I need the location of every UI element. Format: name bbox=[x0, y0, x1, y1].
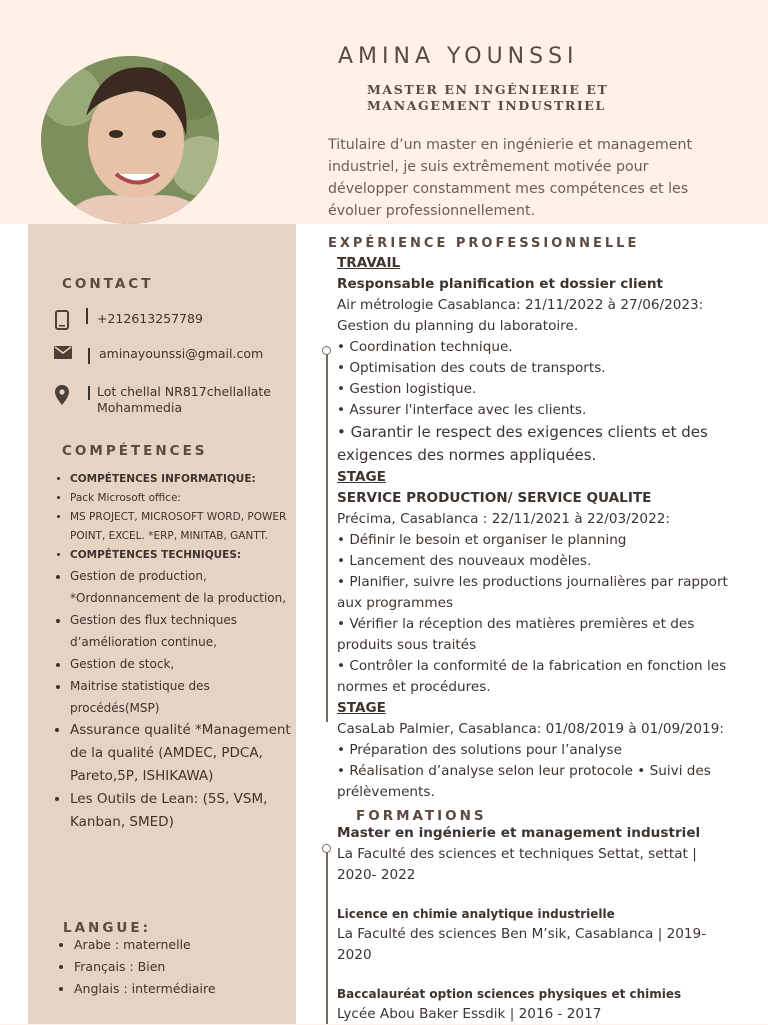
language-item: • Anglais : intermédiaire bbox=[74, 978, 290, 1000]
job-task: • Préparation des solutions pour l’analyse bbox=[337, 742, 622, 758]
address-line2: Mohammedia bbox=[97, 400, 183, 415]
candidate-title-line2: MANAGEMENT INDUSTRIEL bbox=[367, 98, 606, 113]
job-company: Air métrologie Casablanca: 21/11/2022 à 27/06/2023: bbox=[337, 297, 704, 313]
job-task: • Garantir le respect des exigences clients et des exigences des normes appliquées. bbox=[337, 423, 708, 464]
skill-item: • Assurance qualité *Management de la qualité (AMDEC, PDCA, Pareto,5P, ISHIKAWA) bbox=[70, 719, 292, 788]
language-item: • Français : Bien bbox=[74, 956, 290, 978]
mail-icon bbox=[54, 346, 72, 359]
education-list bbox=[337, 823, 737, 1025]
education-degree: Licence en chimie analytique industrielle bbox=[337, 907, 615, 921]
education-title: FORMATIONS bbox=[356, 808, 487, 824]
job-task: • Réalisation d’analyse selon leur protocole • Suivi des prélèvements. bbox=[337, 763, 711, 800]
skills-list bbox=[56, 470, 292, 834]
skill-item: • Gestion des flux techniques d’amélioration continue, bbox=[70, 609, 292, 653]
skill-item: • Les Outils de Lean: (5S, VSM, Kanban, SMED) bbox=[70, 788, 292, 834]
job-task: • Vérifier la réception des matières premières et des produits sous traités bbox=[337, 616, 695, 653]
skill-group-tech: • COMPÉTENCES TECHNIQUES: bbox=[70, 546, 292, 565]
education-degree: Baccalauréat option sciences physiques et chimies bbox=[337, 987, 682, 1001]
job-task: • Coordination technique. bbox=[337, 339, 513, 355]
job-company: Précima, Casablanca : 22/11/2021 à 22/03/2022: bbox=[337, 511, 670, 527]
job-task: • Contrôler la conformité de la fabrication en fonction les normes et procédures. bbox=[337, 658, 727, 695]
job-task: Gestion du planning du laboratoire. bbox=[337, 318, 579, 334]
skill-item: • Gestion de production, *Ordonnancement de la production, bbox=[70, 565, 292, 609]
job-task: • Lancement des nouveaux modèles. bbox=[337, 553, 592, 569]
skills-title: COMPÉTENCES bbox=[62, 443, 208, 459]
skill-group-it: • COMPÉTENCES INFORMATIQUE: bbox=[70, 470, 292, 489]
languages-list bbox=[60, 934, 290, 1000]
experience-list bbox=[337, 253, 737, 803]
profile-photo-image bbox=[41, 56, 219, 224]
experience-timeline bbox=[326, 350, 328, 722]
job-role: Responsable planification et dossier client bbox=[337, 276, 664, 292]
location-pin-icon bbox=[55, 385, 69, 405]
job-task: • Gestion logistique. bbox=[337, 381, 477, 397]
candidate-name: AMINA YOUNSSI bbox=[338, 44, 579, 69]
skill-item: • MS PROJECT, MICROSOFT WORD, POWER POINT, EXCEL. *ERP, MINITAB, GANTT. bbox=[70, 508, 292, 546]
candidate-title-line1: MASTER EN INGÉNIERIE ET bbox=[367, 82, 609, 97]
education-degree: Master en ingénierie et management industriel bbox=[337, 825, 701, 841]
job-heading: TRAVAIL bbox=[337, 255, 401, 271]
education-school: La Faculté des sciences et techniques Settat, settat | 2020- 2022 bbox=[337, 846, 697, 883]
job-task: • Assurer l'interface avec les clients. bbox=[337, 402, 587, 418]
contact-divider bbox=[88, 348, 90, 364]
skill-item: • Pack Microsoft office: bbox=[70, 489, 292, 508]
contact-title: CONTACT bbox=[62, 276, 154, 292]
profile-photo bbox=[41, 56, 219, 224]
phone-number[interactable]: +212613257789 bbox=[97, 311, 203, 326]
job-heading: STAGE bbox=[337, 700, 386, 716]
contact-divider bbox=[88, 386, 90, 400]
address-line1: Lot chellal NR817chellallate bbox=[97, 384, 271, 399]
timeline-dot bbox=[322, 844, 331, 853]
education-school: Lycée Abou Baker Essdik | 2016 - 2017 bbox=[337, 1006, 602, 1022]
job-company: CasaLab Palmier, Casablanca: 01/08/2019 à 01/09/2019: bbox=[337, 721, 724, 737]
language-item: • Arabe : maternelle bbox=[74, 934, 290, 956]
experience-title: EXPÉRIENCE PROFESSIONNELLE bbox=[328, 236, 640, 251]
contact-divider bbox=[86, 308, 88, 324]
job-task: • Définir le besoin et organiser le planning bbox=[337, 532, 627, 548]
languages-title: LANGUE: bbox=[63, 920, 152, 936]
email-address[interactable]: aminayounssi@gmail.com bbox=[99, 346, 264, 361]
education-school: La Faculté des sciences Ben M’sik, Casablanca | 2019-2020 bbox=[337, 926, 707, 963]
job-task: • Planifier, suivre les productions journalières par rapport aux programmes bbox=[337, 574, 728, 611]
timeline-dot bbox=[322, 346, 331, 355]
education-timeline bbox=[326, 848, 328, 1024]
job-task: • Optimisation des couts de transports. bbox=[337, 360, 606, 376]
candidate-title bbox=[367, 82, 608, 114]
job-role: SERVICE PRODUCTION/ SERVICE QUALITE bbox=[337, 490, 652, 506]
skill-item: • Maitrise statistique des procédés(MSP) bbox=[70, 675, 292, 719]
profile-summary: Titulaire d’un master en ingénierie et management industriel, je suis extrêmement motivée pour développer constamment mes compétences et les évoluer professionnellement. bbox=[328, 137, 693, 219]
phone-icon bbox=[55, 310, 69, 330]
job-heading: STAGE bbox=[337, 469, 386, 485]
skill-item: • Gestion de stock, bbox=[70, 653, 292, 675]
